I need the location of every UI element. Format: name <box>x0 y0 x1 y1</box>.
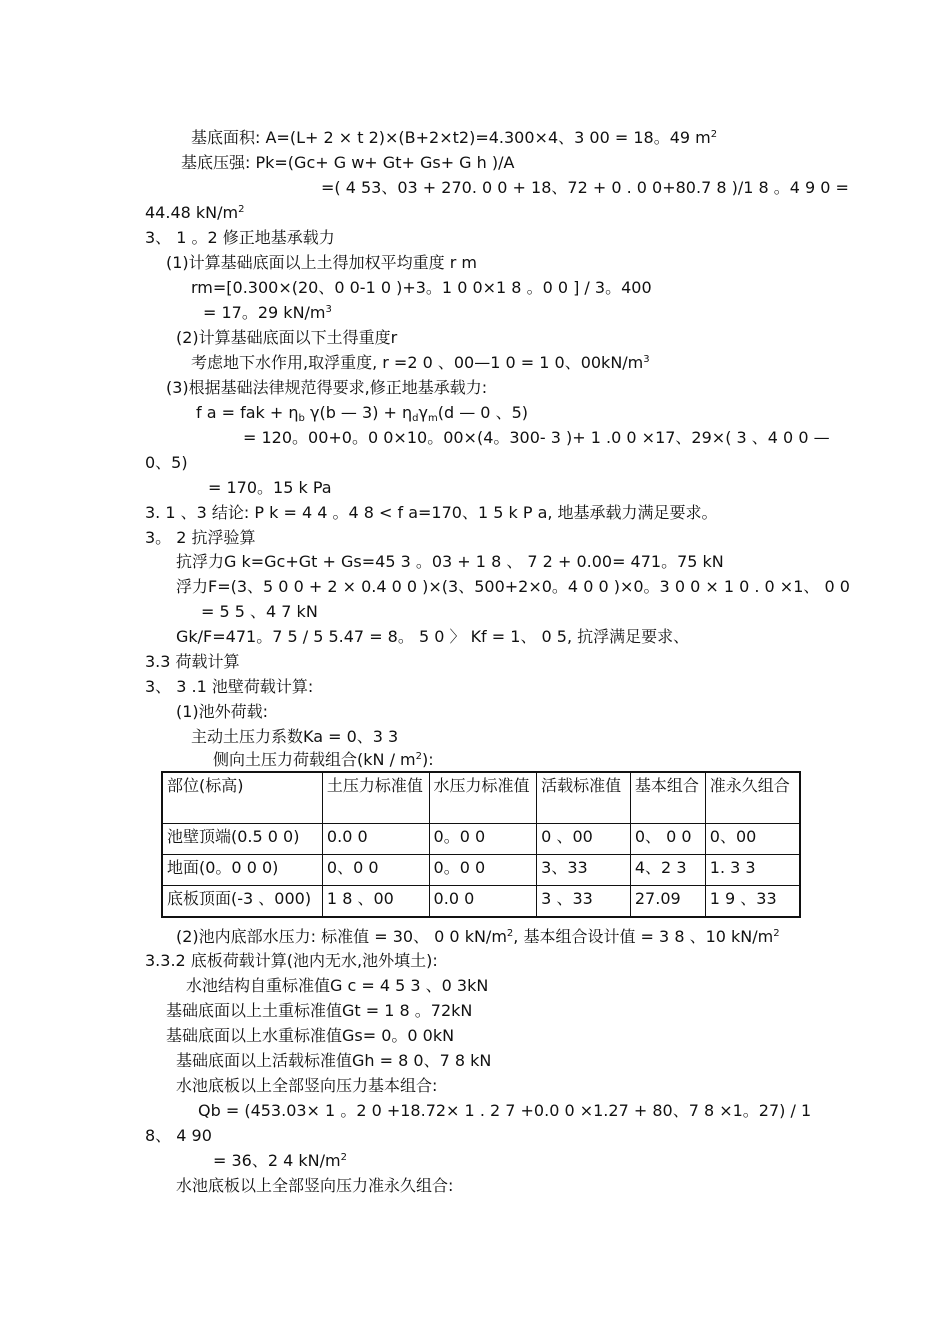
table-cell: 0、 0 0 <box>630 824 705 855</box>
active-earth-pressure-coef: 主动土压力系数Ka = 0、3 3 <box>191 727 399 746</box>
section-heading-3-2: 3。 2 抗浮验算 <box>145 528 256 547</box>
fa-calc: = 120。00+0。0 0×10。00×(4。300- 3 )+ 1 .0 0 ×17、29×( 3 、4 0 0 — <box>243 428 830 447</box>
section-heading-3-1-2: 3、 1 。2 修正地基承载力 <box>145 228 335 247</box>
table-header-cell: 准永久组合 <box>705 772 800 824</box>
qb-result: = 36、2 4 $kN/m^2$ <box>213 1151 347 1170</box>
base-pressure-formula: 基底压强: Pk=(Gc+ G w+ Gt+ Gs+ G h )/A <box>181 153 515 172</box>
table-header-cell: 部位(标高) <box>162 772 322 824</box>
lateral-pressure-table <box>161 771 801 918</box>
rm-formula: rm=[0.300×(20、0 0-1 0 )+3。1 0 0×1 8 。0 0 ] / 3。400 <box>191 278 652 297</box>
fa-calc-cont: 0、5) <box>145 453 188 472</box>
self-weight-line: 水池结构自重标准值G c = 4 5 3 、0 3kN <box>186 976 489 995</box>
section-heading-3-3: 3.3 荷载计算 <box>145 652 240 671</box>
table-cell: 3 、33 <box>537 886 631 918</box>
anti-float-force: 抗浮力G k=Gc+Gt + Gs=45 3 。03 + 1 8 、 7 2 + 0.00= 471。75 kN <box>176 552 724 571</box>
table-cell: 1 9 、33 <box>705 886 800 918</box>
soil-weight-line: 基础底面以上土重标准值Gt = 1 8 。72kN <box>166 1001 473 1020</box>
table-cell: 0。0 0 <box>429 824 537 855</box>
live-load-line: 基础底面以上活载标准值Gh = 8 0、7 8 kN <box>176 1051 492 1070</box>
step-1-heading: (1)计算基础底面以上土得加权平均重度 r m <box>166 253 478 272</box>
buoyant-weight-line: 考虑地下水作用,取浮重度, r =2 0 、00—1 0 = 1 0、$00kN/m^3$ <box>191 353 650 372</box>
table-row <box>162 855 800 886</box>
fa-formula: f a = fak + $\eta_b$ γ(b — $3) + \eta_d\gamma_m(d$ — 0 、5) <box>196 403 528 424</box>
table-row <box>162 886 800 918</box>
table-cell: 1 8 、00 <box>322 886 429 918</box>
table-cell: 地面(0。0 0 0) <box>162 855 322 886</box>
table-cell: 27.09 <box>630 886 705 918</box>
table-cell: 0。0 0 <box>429 855 537 886</box>
quasi-permanent-heading: 水池底板以上全部竖向压力准永久组合: <box>176 1176 454 1195</box>
outside-load-heading: (1)池外荷载: <box>176 702 269 721</box>
table-cell: 0 、00 <box>537 824 631 855</box>
table-cell: 1. 3 3 <box>705 855 800 886</box>
base-area-line: 基底面积: A=(L+ 2 × t 2)×(B+2×t2)=4.300×4、3 00 = 18。49 $m^2$ <box>191 128 718 147</box>
water-weight-line: 基础底面以上水重标准值Gs= 0。0 0kN <box>166 1026 455 1045</box>
step-3-heading: (3)根据基础法律规范得要求,修正地基承载力: <box>166 378 488 397</box>
table-header-cell: 土压力标准值 <box>322 772 429 824</box>
qb-formula: Qb = (453.03× 1 。2 0 +18.72× 1 . 2 7 +0.0 0 ×1.27 + 80、7 8 ×1。27) / 1 <box>198 1101 812 1120</box>
base-pressure-result: 44.48 $kN/m^2$ <box>145 203 245 222</box>
table-header-row <box>162 772 800 824</box>
table-header-cell: 活载标准值 <box>537 772 631 824</box>
table-row <box>162 824 800 855</box>
table-cell: 3、33 <box>537 855 631 886</box>
fa-result: = 170。15 k Pa <box>208 478 332 497</box>
rm-result: = 17。29 $kN/m^3$ <box>203 303 332 322</box>
table-header-cell: 水压力标准值 <box>429 772 537 824</box>
table-cell: 0、0 0 <box>322 855 429 886</box>
table-cell: 0.0 0 <box>322 824 429 855</box>
basic-combination-heading: 水池底板以上全部竖向压力基本组合: <box>176 1076 438 1095</box>
table-cell: 底板顶面(-3 、000) <box>162 886 322 918</box>
table-cell: 池壁顶端(0.5 0 0) <box>162 824 322 855</box>
table-cell: 4、2 3 <box>630 855 705 886</box>
table-header-cell: 基本组合 <box>630 772 705 824</box>
table-caption: 侧向土压力荷载组合$(kN / m^2)$: <box>213 750 434 769</box>
section-heading-3-3-2: 3.3.2 底板荷载计算(池内无水,池外填土): <box>145 951 438 970</box>
step-2-heading: (2)计算基础底面以下土得重度r <box>176 328 398 347</box>
anti-float-check: Gk/F=471。7 5 / 5 5.47 = 8。 5 0 〉 Kf = 1、 0 5, 抗浮满足要求、 <box>176 627 690 646</box>
inner-water-pressure: (2)池内底部水压力: 标准值 = 30、 0 0 $kN/m^2$, 基本组合设计值 = 3 8 、10 $kN/m^2$ <box>176 927 780 946</box>
buoyancy-result: = 5 5 、4 7 kN <box>201 602 318 621</box>
base-pressure-calc: =( 4 53、03 + 270. 0 0 + 18、72 + 0 . 0 0+80.7 8 )/1 8 。4 9 0 = <box>321 178 849 197</box>
section-heading-3-3-1: 3、 3 .1 池壁荷载计算: <box>145 677 314 696</box>
table-cell: 0.0 0 <box>429 886 537 918</box>
table-cell: 0、00 <box>705 824 800 855</box>
conclusion-line: 3. 1 、3 结论: P k = 4 4 。4 8 < f a=170、1 5 k P a, 地基承载力满足要求。 <box>145 503 718 522</box>
buoyancy-formula: 浮力F=(3、5 0 0 + 2 × 0.4 0 0 )×(3、500+2×0。4 0 0 )×0。3 0 0 × 1 0 . 0 ×1、 0 0 <box>176 577 850 596</box>
qb-formula-cont: 8、 4 90 <box>145 1126 212 1145</box>
